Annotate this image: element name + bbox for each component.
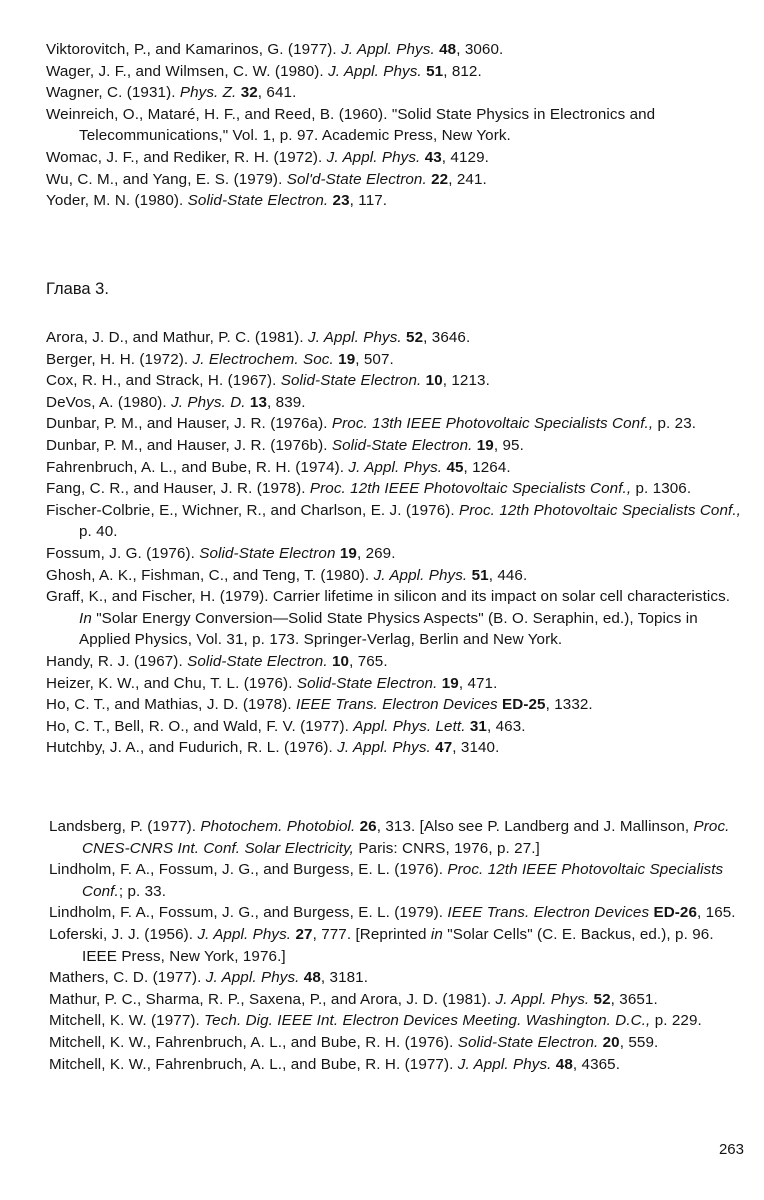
reference-list-chapter-3 — [46, 327, 746, 759]
reference-volume: 26 — [355, 818, 377, 835]
reference-text: Fischer-Colbrie, E., Wichner, R., and Charlson, E. J. (1976). — [46, 501, 460, 519]
reference-journal: Phys. Z. — [179, 84, 237, 102]
reference-text: Fossum, J. G. (1976). — [46, 544, 200, 562]
reference-rest: , 117. — [349, 192, 388, 210]
reference-rest: p. 1306. — [631, 480, 692, 498]
reference-journal: J. Appl. Phys. — [495, 990, 590, 1008]
reference-text: Mitchell, K. W., Fahrenbruch, A. L., and Bube, R. H. (1976). — [49, 1033, 458, 1051]
reference-rest: , 765. — [349, 652, 388, 670]
reference-text: Ho, C. T., and Mathias, J. D. (1978). — [46, 696, 296, 714]
reference-list-chapter-3-continued — [49, 816, 744, 1075]
reference-rest: , 241. — [448, 170, 487, 188]
reference-journal: in — [430, 925, 443, 943]
reference-volume: 23 — [328, 192, 350, 210]
reference-entry — [46, 61, 746, 83]
reference-journal: Solid-State Electron. — [280, 372, 422, 390]
reference-journal: In — [79, 609, 92, 627]
reference-entry — [49, 1010, 744, 1032]
reference-text: Viktorovitch, P., and Kamarinos, G. (1977). — [46, 41, 342, 58]
reference-rest: p. 23. — [653, 415, 697, 433]
reference-entry — [46, 651, 746, 673]
reference-rest: , 3646. — [423, 329, 471, 346]
reference-rest: "Solar Cells" (C. E. Backus, ed.), p. 96. IEEE Press, New York, 1976.] — [82, 925, 714, 965]
reference-entry — [46, 169, 746, 191]
reference-text: Loferski, J. J. (1956). — [49, 925, 198, 943]
reference-journal: J. Appl. Phys. — [328, 62, 422, 80]
reference-rest: , 3651. — [610, 990, 658, 1008]
reference-text: Landsberg, P. (1977). — [49, 818, 201, 835]
reference-entry — [46, 104, 746, 147]
reference-journal: J. Appl. Phys. — [308, 329, 402, 346]
reference-entry — [46, 586, 746, 651]
reference-journal: Photochem. Photobiol. — [200, 818, 356, 835]
reference-journal: Solid-State Electron — [199, 544, 336, 562]
reference-entry — [46, 737, 746, 759]
reference-text: Mitchell, K. W. (1977). — [49, 1012, 205, 1030]
reference-volume: 13 — [245, 393, 268, 411]
reference-rest: , 463. — [486, 717, 526, 735]
reference-entry — [46, 147, 746, 169]
reference-entry — [46, 392, 746, 414]
reference-text: Womac, J. F., and Rediker, R. H. (1972). — [46, 148, 327, 166]
reference-volume: 45 — [442, 458, 464, 476]
reference-rest: , 313. [Also see P. Landberg and J. Mallinson, — [376, 818, 694, 835]
reference-volume: 43 — [420, 148, 442, 166]
reference-journal: Solid-State Electron. — [457, 1033, 599, 1051]
reference-rest: , 471. — [458, 674, 498, 692]
reference-journal: IEEE Trans. Electron Devices — [296, 696, 498, 714]
reference-volume: 10 — [421, 372, 443, 390]
reference-text: Berger, H. H. (1972). — [46, 350, 193, 368]
reference-text: Yoder, M. N. (1980). — [46, 192, 188, 210]
reference-rest: , 3181. — [320, 969, 369, 987]
reference-volume: 48 — [434, 41, 457, 58]
reference-entry — [46, 543, 746, 565]
reference-entry — [46, 370, 746, 392]
reference-volume: 32 — [236, 84, 258, 102]
reference-volume: 52 — [401, 329, 424, 346]
reference-rest: , 839. — [267, 393, 306, 411]
reference-entry — [46, 565, 746, 587]
reference-journal: J. Appl. Phys. — [341, 41, 435, 58]
reference-text: DeVos, A. (1980). — [46, 393, 172, 411]
reference-text: Mitchell, K. W., Fahrenbruch, A. L., and Bube, R. H. (1977). — [49, 1055, 458, 1073]
reference-volume: 19 — [335, 544, 357, 562]
reference-entry — [46, 349, 746, 371]
reference-volume: 47 — [430, 739, 453, 757]
reference-text: Heizer, K. W., and Chu, T. L. (1976). — [46, 674, 297, 692]
reference-rest: "Solar Energy Conversion—Solid State Physics Aspects" (B. O. Seraphin, ed.), Topics in Applied Physics, Vol. 31, p. 173. Springer-Verlag, Berlin and New York. — [79, 609, 698, 649]
reference-journal: J. Appl. Phys. — [197, 925, 292, 943]
reference-text: Lindholm, F. A., Fossum, J. G., and Burgess, E. L. (1979). — [49, 904, 448, 922]
reference-entry — [49, 967, 744, 989]
reference-rest: , 507. — [355, 350, 394, 368]
page-number: 263 — [718, 1141, 744, 1158]
reference-text: Dunbar, P. M., and Hauser, J. R. (1976b). — [46, 436, 332, 454]
reference-journal: Proc. 12th Photovoltaic Specialists Conf., — [459, 501, 741, 519]
reference-journal: J. Appl. Phys. — [337, 739, 431, 757]
reference-rest: , 1213. — [442, 372, 490, 390]
reference-rest: , 165. — [697, 904, 736, 922]
reference-text: Mathur, P. C., Sharma, R. P., Saxena, P., and Arora, J. D. (1981). — [49, 990, 496, 1008]
reference-journal: J. Appl. Phys. — [348, 458, 443, 476]
reference-text: Wager, J. F., and Wilmsen, C. W. (1980). — [46, 62, 329, 80]
reference-entry — [46, 190, 746, 212]
reference-text: Wagner, C. (1931). — [46, 84, 180, 102]
reference-rest: , 641. — [257, 84, 297, 102]
reference-volume: 51 — [467, 566, 489, 584]
reference-journal: Solid-State Electron. — [187, 192, 329, 210]
reference-volume: 27 — [291, 925, 313, 943]
reference-text: Mathers, C. D. (1977). — [49, 969, 206, 987]
reference-volume: 20 — [598, 1033, 620, 1051]
reference-entry — [49, 1054, 744, 1076]
reference-text: Cox, R. H., and Strack, H. (1967). — [46, 372, 281, 390]
reference-journal: J. Appl. Phys. — [457, 1055, 552, 1073]
reference-text: Handy, R. J. (1967). — [46, 652, 188, 670]
reference-rest: , 446. — [488, 566, 528, 584]
reference-volume: 19 — [472, 436, 494, 454]
reference-entry — [49, 816, 744, 859]
reference-text: Fang, C. R., and Hauser, J. R. (1978). — [46, 480, 310, 498]
reference-text: Ho, C. T., Bell, R. O., and Wald, F. V. (1977). — [46, 717, 354, 735]
reference-volume: 52 — [589, 990, 611, 1008]
reference-journal: J. Appl. Phys. — [373, 566, 468, 584]
reference-text: Dunbar, P. M., and Hauser, J. R. (1976a). — [46, 415, 332, 433]
reference-journal: Solid-State Electron. — [296, 674, 438, 692]
reference-entry — [46, 327, 746, 349]
reference-text: Lindholm, F. A., Fossum, J. G., and Burgess, E. L. (1976). — [49, 861, 448, 879]
reference-rest: , 3060. — [456, 41, 504, 58]
reference-entry — [49, 989, 744, 1011]
reference-entry — [49, 902, 744, 924]
reference-journal: Appl. Phys. Lett. — [353, 717, 466, 735]
reference-volume: 19 — [437, 674, 459, 692]
reference-entry — [49, 924, 744, 967]
reference-text: Fahrenbruch, A. L., and Bube, R. H. (1974). — [46, 458, 349, 476]
reference-entry — [46, 435, 746, 457]
reference-entry — [46, 457, 746, 479]
reference-entry — [46, 694, 746, 716]
reference-journal: Proc. 12th IEEE Photovoltaic Specialists Conf. — [82, 861, 724, 900]
reference-journal: IEEE Trans. Electron Devices — [447, 904, 650, 922]
reference-text: Hutchby, J. A., and Fudurich, R. L. (1976). — [46, 739, 338, 757]
reference-journal: Proc. 12th IEEE Photovoltaic Specialists Conf., — [309, 480, 632, 498]
reference-rest: Paris: CNRS, 1976, p. 27.] — [354, 839, 540, 857]
reference-journal: Sol'd-State Electron. — [286, 170, 427, 188]
reference-volume: 48 — [551, 1055, 573, 1073]
reference-rest: , 559. — [619, 1033, 659, 1051]
reference-entry — [46, 413, 746, 435]
reference-rest: , 4129. — [441, 148, 489, 166]
reference-journal: Tech. Dig. IEEE Int. Electron Devices Meeting. Washington. D.C., — [204, 1012, 651, 1030]
reference-journal: J. Appl. Phys. — [326, 148, 421, 166]
reference-list-previous-chapter — [46, 39, 746, 212]
reference-journal: J. Appl. Phys. — [205, 969, 300, 987]
reference-entry — [46, 478, 746, 500]
reference-volume: 22 — [426, 170, 449, 188]
reference-rest: , 4365. — [572, 1055, 621, 1073]
reference-journal: Solid-State Electron. — [187, 652, 328, 670]
reference-volume: 31 — [465, 717, 487, 735]
reference-volume: 48 — [299, 969, 321, 987]
reference-text: Arora, J. D., and Mathur, P. C. (1981). — [46, 329, 309, 346]
reference-entry — [49, 1032, 744, 1054]
reference-volume: ED-25 — [497, 696, 546, 714]
reference-rest: , 1264. — [463, 458, 511, 476]
reference-entry — [46, 716, 746, 738]
reference-journal: J. Phys. D. — [171, 393, 246, 411]
reference-volume: 10 — [327, 652, 350, 670]
reference-text: Weinreich, O., Mataré, H. F., and Reed, B. (1960). "Solid State Physics in Electronics and Telecommunications," Vol. 1, p. 97. Academic Press, New York. — [46, 105, 656, 145]
reference-entry — [46, 500, 746, 543]
reference-volume: ED-26 — [649, 904, 698, 922]
reference-text: Graff, K., and Fischer, H. (1979). Carrier lifetime in silicon and its impact on solar cell characteristics. — [46, 588, 731, 606]
chapter-heading: Глава 3. — [46, 280, 109, 298]
reference-entry — [46, 39, 746, 61]
reference-rest: , 777. [Reprinted — [312, 925, 431, 943]
reference-text: Wu, C. M., and Yang, E. S. (1979). — [46, 170, 287, 188]
reference-entry — [46, 673, 746, 695]
reference-volume: 51 — [421, 62, 444, 80]
reference-rest: , 1332. — [545, 696, 593, 714]
reference-rest: ; p. 33. — [118, 882, 167, 900]
reference-rest: , 812. — [443, 62, 482, 80]
reference-text: Ghosh, A. K., Fishman, C., and Teng, T. (1980). — [46, 566, 374, 584]
reference-entry — [46, 82, 746, 104]
reference-volume: 19 — [333, 350, 356, 368]
reference-rest: , 269. — [356, 544, 396, 562]
reference-rest: p. 229. — [650, 1012, 702, 1030]
reference-entry — [49, 859, 744, 902]
reference-journal: Solid-State Electron. — [331, 436, 473, 454]
reference-rest: p. 40. — [79, 523, 118, 541]
reference-rest: , 95. — [493, 436, 524, 454]
reference-journal: J. Electrochem. Soc. — [192, 350, 334, 368]
reference-journal: Proc. CNES-CNRS Int. Conf. Solar Electricity, — [82, 818, 730, 857]
reference-rest: , 3140. — [452, 739, 500, 757]
reference-journal: Proc. 13th IEEE Photovoltaic Specialists Conf., — [331, 415, 654, 433]
